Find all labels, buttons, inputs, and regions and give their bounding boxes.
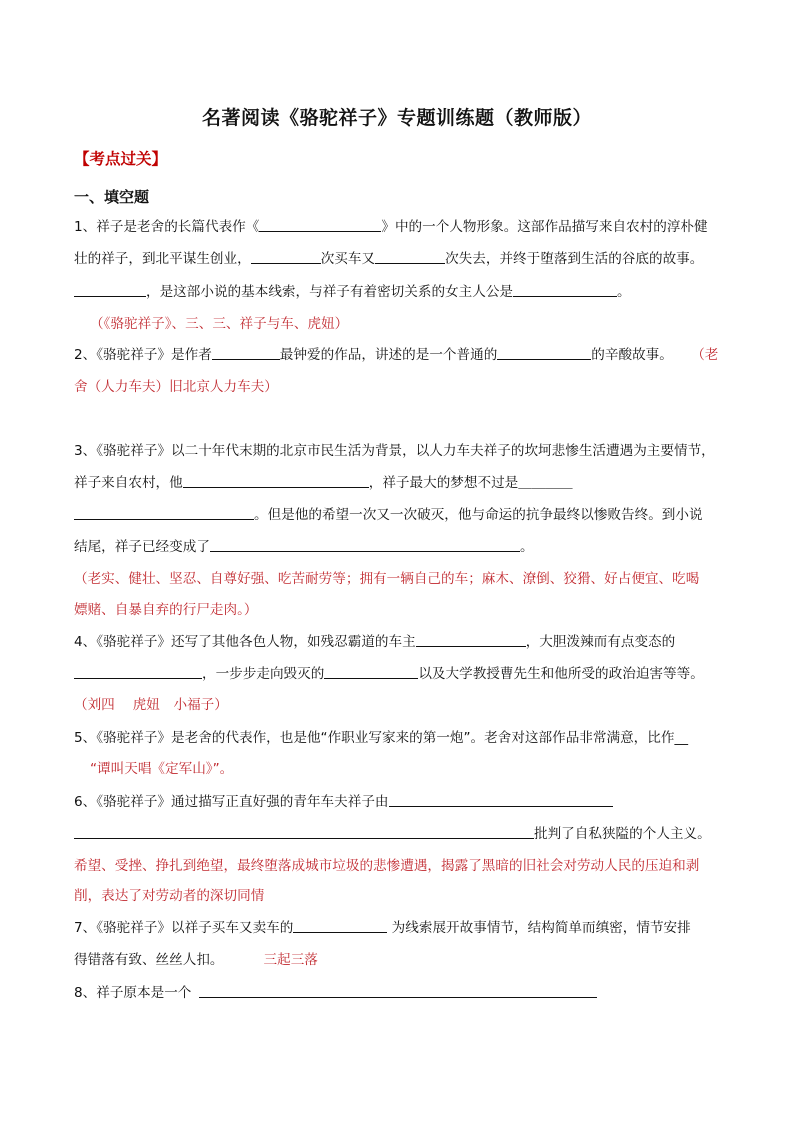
q2-blank-2 [497,345,591,360]
q2-answer: 舍（人力车夫）旧北京人力车夫） [74,379,278,395]
q3-blank-3 [210,537,520,552]
q6-line-1: 6、《骆驼祥子》通过描写正直好强的青年车夫祥子由 [74,792,613,812]
q3-line-2: 祥子来自农村，他 ，祥子最大的梦想不过是＿＿＿＿ [74,475,573,491]
q1-blank-2 [251,249,321,264]
q8-blank-1 [199,983,597,998]
q4-answer: （刘四 虎妞 小福子） [74,697,228,713]
q4-line-2: ，一步步走向毁灭的 以及大学教授曹先生和他所受的政治迫害等等。 [74,664,704,684]
q4-line-1: 4、《骆驼祥子》还写了其他各色人物，如残忍霸道的车主 ，大胆泼辣而有点变态的 [74,634,676,650]
section-heading: 【考点过关】 [74,150,168,168]
q4-blank-2 [74,664,202,679]
q4-blank-3 [324,664,418,679]
q8-line-1: 8、祥子原本是一个 [74,983,597,1003]
q6-blank-1 [389,792,613,807]
subsection-heading: 一、填空题 [74,188,150,206]
q3-answer-2: 嫖赌、自暴自弃的行尸走肉。） [74,602,258,618]
q6-line-2: 批判了自私狭隘的个人主义。 [74,824,711,844]
q3-blank-1 [183,473,369,488]
q2-blank-1 [212,345,280,360]
q3-line-4: 结尾，祥子已经变成了 。 [74,539,534,555]
q3-answer-1: （老实、健壮、坚忍、自尊好强、吃苦耐劳等；拥有一辆自己的车；麻木、潦倒、狡猾、好占便宜、吃喝 [74,571,700,587]
q5-line-1: 5、《骆驼祥子》是老舍的代表作，也是他“作职业写家来的第一炮”。老舍对这部作品非常满意，比作__ [74,730,689,746]
q6-answer-1: 希望、受挫、挣扎到绝望，最终堕落成城市垃圾的悲惨遭遇，揭露了黑暗的旧社会对劳动人民的压迫和剥 [74,858,700,874]
q3-blank-2 [74,505,254,520]
q7-line-1: 7、《骆驼祥子》以祥子买车又卖车的 为线索展开故事情节，结构简单而缜密，情节安排 [74,920,691,936]
q1-line-1: 1、祥子是老舍的长篇代表作《 》中的一个人物形象。这部作品描写来自农村的淳朴健 [74,219,708,235]
q4-blank-1 [416,632,526,647]
q1-blank-4 [74,282,146,297]
q7-line-2: 得错落有致、丝丝人扣。 三起三落 [74,952,318,968]
q2-line-1: 2、《骆驼祥子》是作者 最钟爱的作品，讲述的是一个普通的 的辛酸故事。 （老 [74,347,719,363]
q1-blank-3 [375,249,445,264]
q1-blank-1 [259,217,381,232]
q1-line-2: 壮的祥子，到北平谋生创业， 次买车又 次失去，并终于堕落到生活的谷底的故事。 [74,251,704,267]
q6-answer-2: 削，表达了对劳动者的深切同情 [74,888,265,904]
q7-blank-1 [293,918,387,933]
q6-blank-2 [74,824,534,839]
page-title: 名著阅读《骆驼祥子》专题训练题（教师版） [201,107,592,129]
q1-line-3: ，是这部小说的基本线索，与祥子有着密切关系的女主人公是 。 [74,282,631,302]
q1-answer: （《骆驼祥子》、三、三、祥子与车、虎妞） [90,316,349,332]
q3-line-3: 。但是他的希望一次又一次破灭，他与命运的抗争最终以惨败告终。到小说 [74,505,703,525]
q1-blank-5 [513,282,617,297]
q3-line-1: 3、《骆驼祥子》以二十年代末期的北京市民生活为背景，以人力车夫祥子的坎坷悲惨生活遭遇为主要情节， [74,443,715,459]
q5-answer: “谭叫天唱《定军山》”。 [90,761,234,777]
q7-answer: 三起三落 [263,952,318,968]
